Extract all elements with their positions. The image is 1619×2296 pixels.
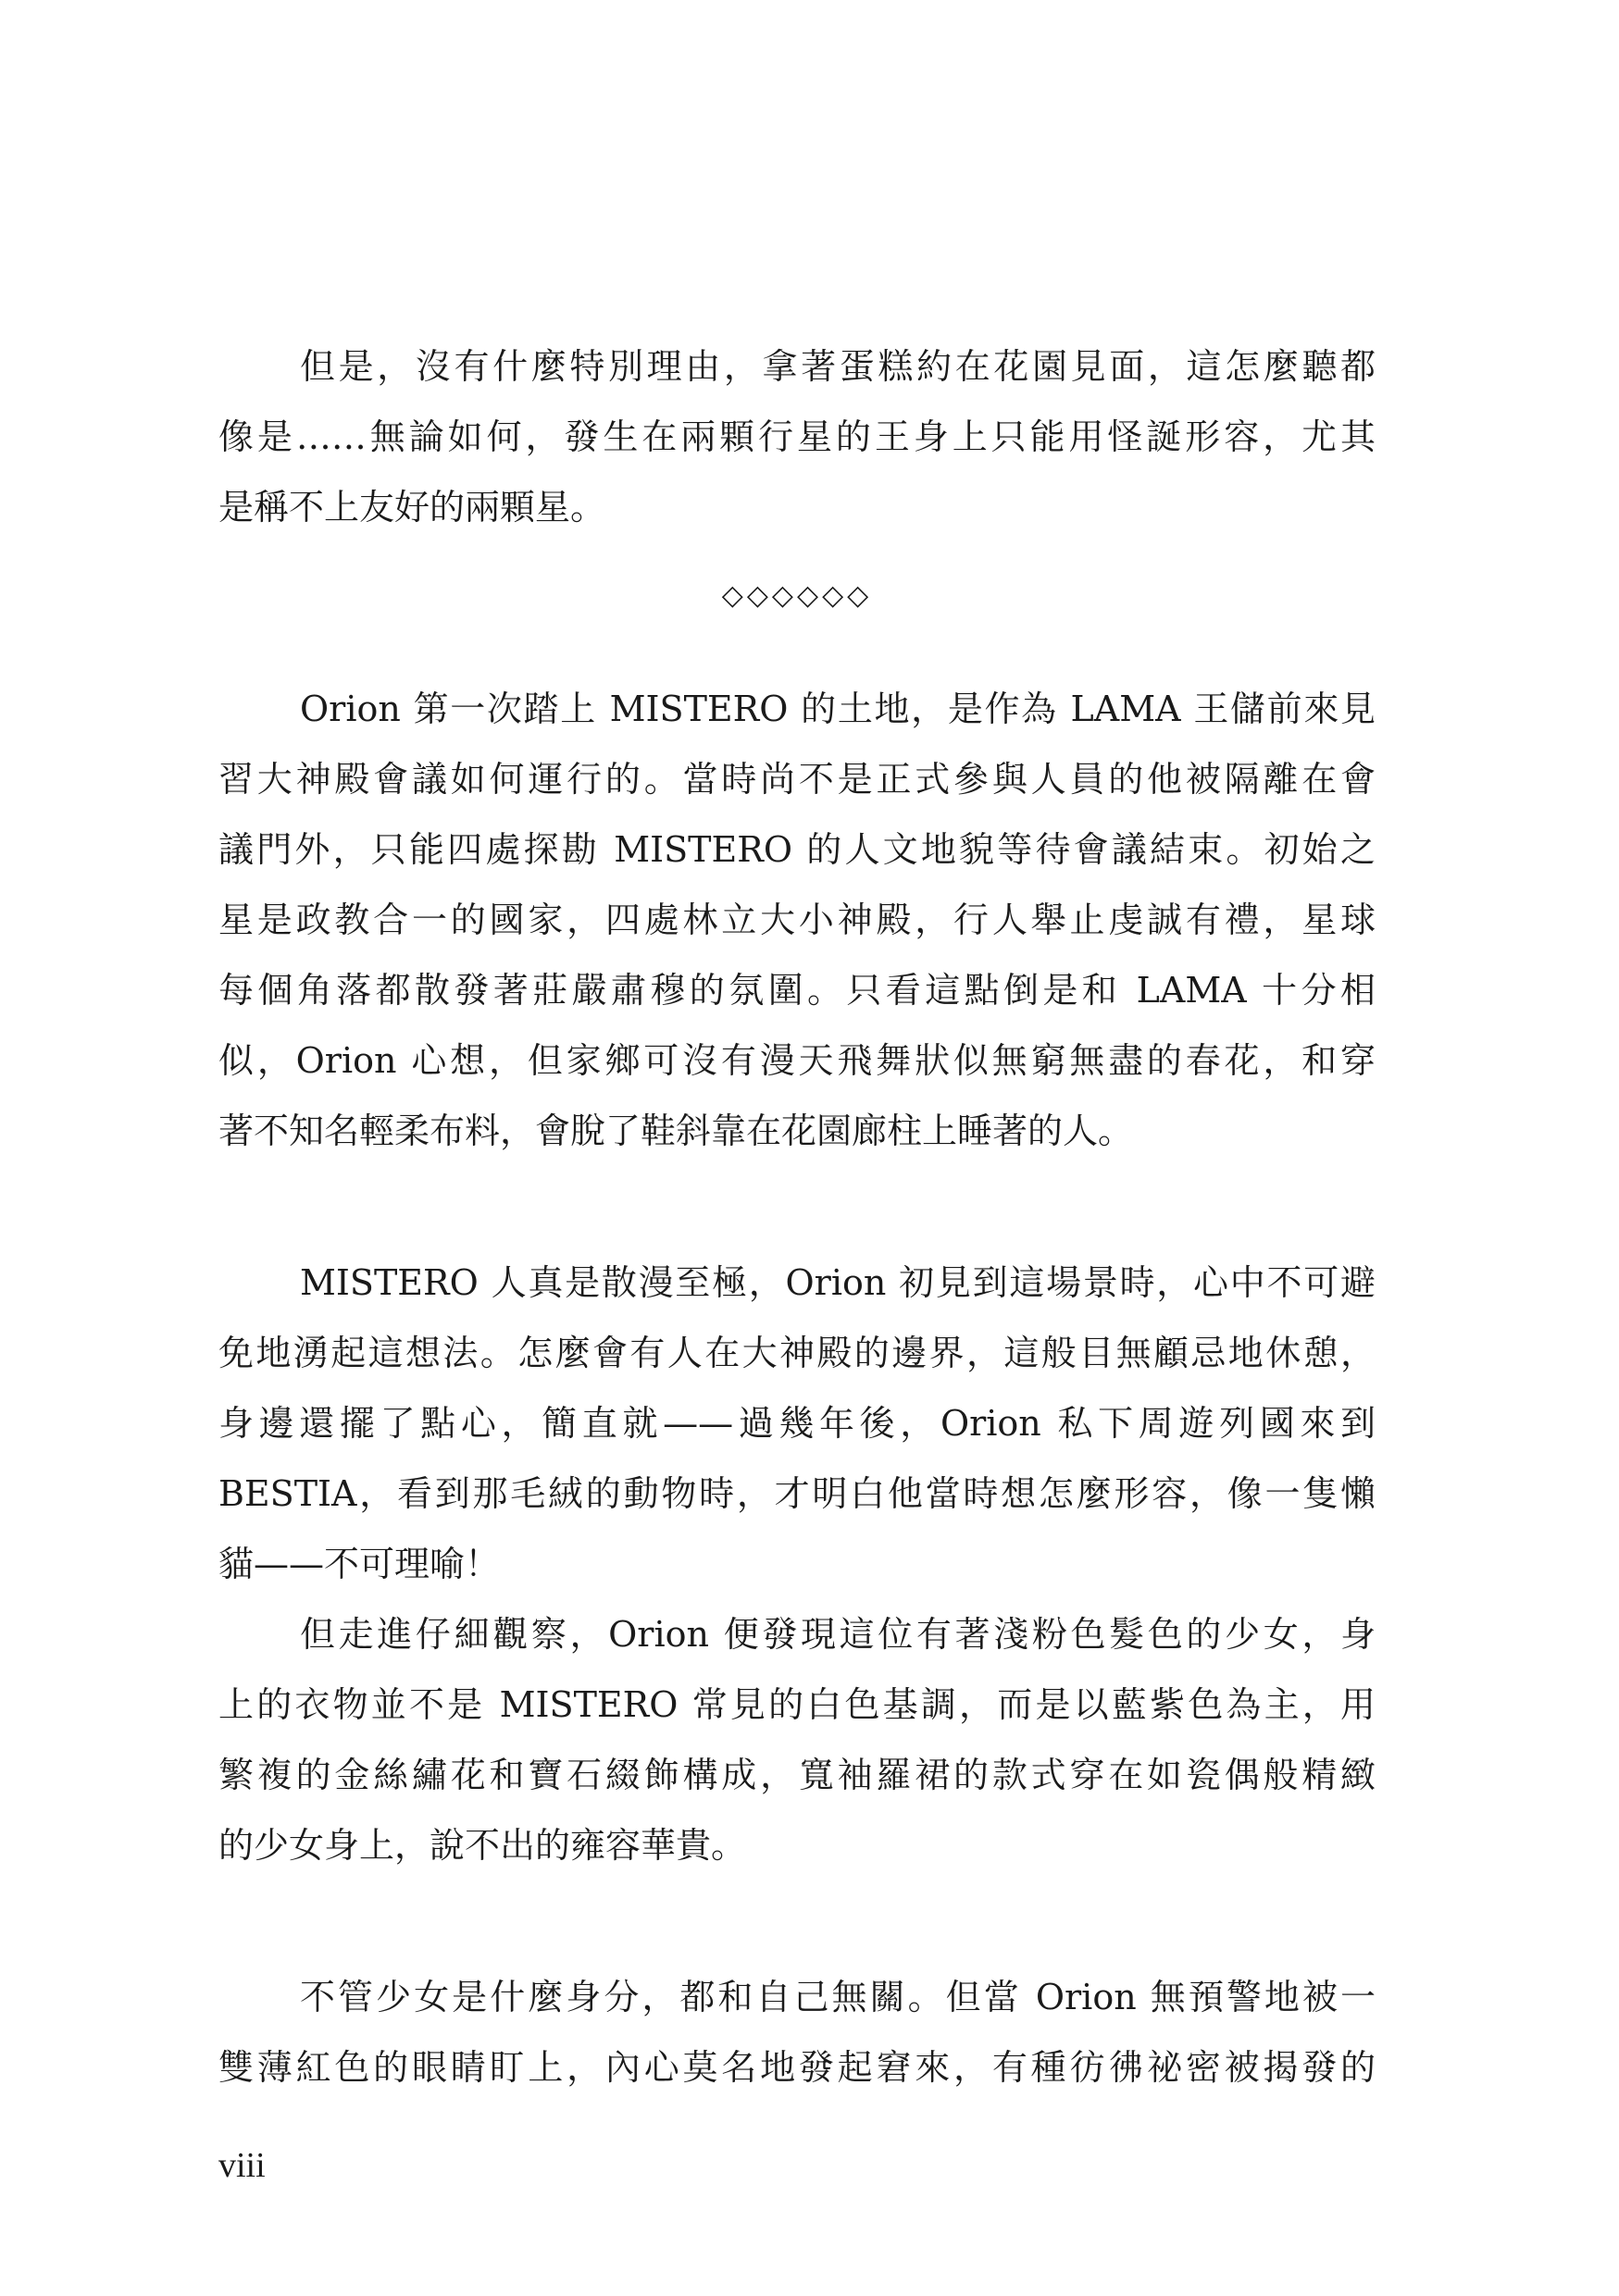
text-line: 像是……無論如何，發生在兩顆行星的王身上只能用怪誕形容，尤其 — [218, 416, 1376, 457]
text-line: 上的衣物並不是 MISTERO 常見的白色基調，而是以藍紫色為主，用 — [218, 1684, 1376, 1725]
text-line: 不管少女是什麼身分，都和自己無關。但當 Orion 無預警地被一 — [300, 1977, 1376, 2017]
text-line: 但是，沒有什麼特別理由，拿著蛋糕約在花園見面，這怎麼聽都 — [300, 346, 1376, 387]
text-line: 貓——不可理喻！ — [218, 1544, 501, 1584]
text-line: Orion 第一次踏上 MISTERO 的土地，是作為 LAMA 王儲前來見 — [300, 689, 1376, 729]
text-line: 但走進仔細觀察，Orion 便發現這位有著淺粉色髮色的少女，身 — [300, 1614, 1376, 1655]
text-line: MISTERO 人真是散漫至極，Orion 初見到這場景時，心中不可避 — [300, 1262, 1376, 1303]
paragraph-3 — [218, 1247, 1376, 1599]
paragraph-2 — [218, 674, 1376, 1166]
paragraph-1 — [218, 331, 1376, 542]
text-line: 雙薄紅色的眼睛盯上，內心莫名地發起窘來，有種彷彿祕密被揭發的 — [218, 2047, 1376, 2088]
text-line: 的少女身上，說不出的雍容華貴。 — [218, 1825, 747, 1866]
text-line: 著不知名輕柔布料，會脫了鞋斜靠在花園廊柱上睡著的人。 — [218, 1111, 1134, 1151]
text-line: 議門外，只能四處探勘 MISTERO 的人文地貌等待會議結束。初始之 — [218, 829, 1376, 870]
section-separator: ◇◇◇◇◇◇ — [721, 579, 873, 612]
page-number: viii — [218, 2146, 266, 2185]
text-line: 免地湧起這想法。怎麼會有人在大神殿的邊界，這般目無顧忌地休憩， — [218, 1333, 1376, 1373]
text-line: 似，Orion 心想，但家鄉可沒有漫天飛舞狀似無窮無盡的春花，和穿 — [218, 1040, 1376, 1081]
text-line: 每個角落都散發著莊嚴肅穆的氛圍。只看這點倒是和 LAMA 十分相 — [218, 970, 1376, 1011]
paragraph-5 — [218, 1962, 1376, 2103]
text-line: BESTIA，看到那毛絨的動物時，才明白他當時想怎麼形容，像一隻懶 — [218, 1473, 1376, 1514]
text-line: 習大神殿會議如何運行的。當時尚不是正式參與人員的他被隔離在會 — [218, 759, 1376, 800]
text-line: 是稱不上友好的兩顆星。 — [218, 487, 606, 527]
text-line: 星是政教合一的國家，四處林立大小神殿，行人舉止虔誠有禮，星球 — [218, 900, 1376, 940]
page-body — [218, 331, 1376, 2103]
text-line: 繁複的金絲繡花和寶石綴飾構成，寬袖羅裙的款式穿在如瓷偶般精緻 — [218, 1755, 1376, 1795]
text-line: 身邊還擺了點心，簡直就——過幾年後，Orion 私下周遊列國來到 — [218, 1403, 1376, 1444]
paragraph-4 — [218, 1599, 1376, 1880]
